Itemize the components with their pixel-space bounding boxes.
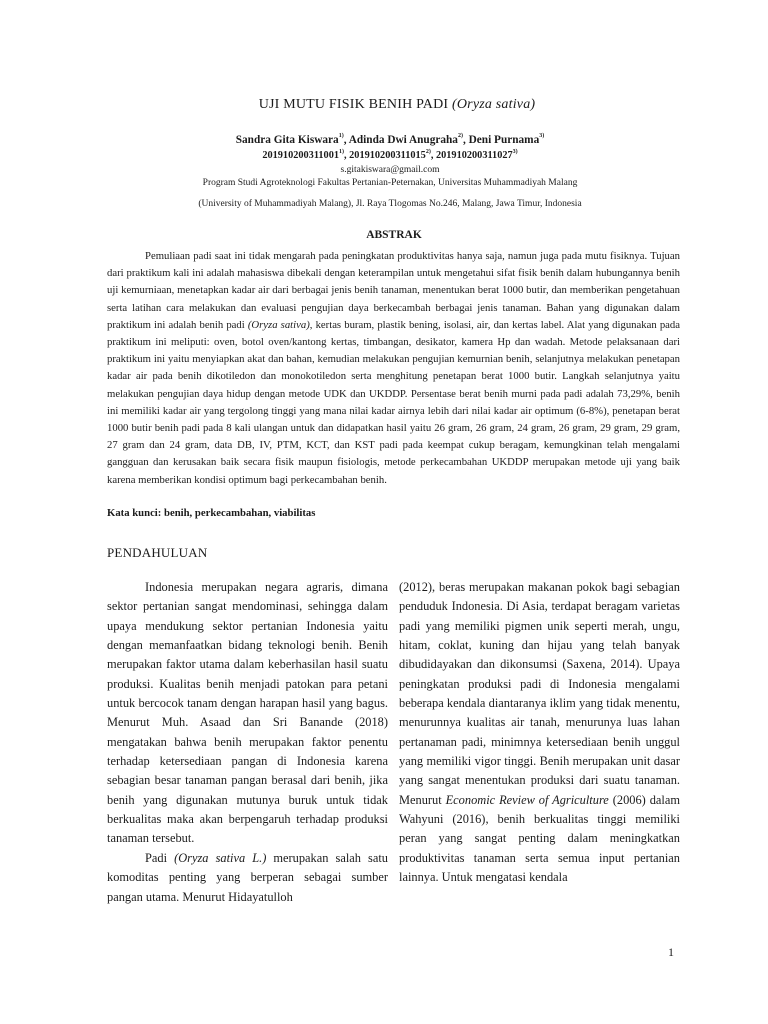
keywords: Kata kunci: benih, perkecambahan, viabilitas: [107, 507, 316, 519]
author-id-3: 201910200311027: [435, 150, 513, 161]
cited-publication-title: Economic Review of Agriculture: [445, 792, 609, 807]
page-number: 1: [668, 945, 674, 959]
author-id-2: 201910200311015: [349, 150, 426, 161]
abstract-text-part-2: , kertas buram, plastik bening, isolasi, air, dan kertas label. Alat yang digunakan pada praktikum ini meliputi: oven, botol oven/kantong kertas, timbangan, desikator, kamera Hp dan wadah. Metode pelaksanaan dari praktikum ini yaitu menyiapkan akat dan bahan, kemudian melakukan pengujian kemurnian benih, selanjutnya melakukan penetapan kadar air pada benih dikotiledon dan monokotiledon serta menghitung penetapan berat 1000 butir. Langkah selanjutnya yaitu melakukan pengujian daya hidup dengan metode UDK dan UKDDP. Persentase berat benih murni pada padi adalah 73,29%, benih ini memiliki kadar air yang tergolong tinggi yang mana nilai kadar airnya lebih dari nilai kadar air optimum (6-8%), penetapan berat 1000 butir benih padi pada 8 kali ulangan untuk dan didapatkan hasil yaitu 26 gram, 26 gram, 24 gram, 26 gram, 29 gram, 29 gram, 27 gram dan 24 gram, data DB, IV, PTM, KCT, dan KST padi pada keempat cukup beragam, kemungkinan telah mengalami gangguan dan kerusakan baik secara fisik maupun fisiologis, metode perkecambahan UKDDP merupakan metode uji yang baik karena memberikan kondisi optimum bagi perkecambahan benih.: [107, 318, 680, 486]
author-id-3-mark: 3): [512, 148, 518, 155]
paper-title: [0, 97, 768, 113]
author-3: Deni Purnama: [468, 134, 540, 146]
author-email: s.gitakiswara@gmail.com: [340, 165, 440, 175]
paragraph-1: Indonesia merupakan negara agraris, dimana sektor pertanian sangat mendominasi, sehingga dalam upaya mendukung sektor pertanian Indonesia yaitu dengan memanfaatkan bidang teknologi benih. Benih merupakan faktor utama dalam keberhasilan hasil suatu produksi. Kualitas benih menjadi patokan para petani untuk bercocok tanam dengan harapan hasil yang bagus. Menurut Muh. Asaad dan Sri Banande (2018) mengatakan bahwa benih merupakan faktor penentu terhadap ketersediaan pangan di Indonesia karena sebagian besar tanaman pangan berasal dari benih, jika benih yang digunakan mutunya buruk untuk tidak berkualitas maka akan berpengaruh terhadap produksi tanaman tersebut.: [107, 580, 388, 846]
paragraph-continued-part-2: (2006) dalam Wahyuni (2016), benih berkualitas tinggi memiliki peran yang sangat penting dalam meningkatkan produktivitas tanaman serta semua input pertanian lainnya. Untuk mengatasi kendala: [399, 792, 680, 885]
author-id-2-mark: 2): [425, 148, 431, 155]
abstract-scientific-name: (Oryza sativa): [247, 318, 310, 331]
paragraph-2-scientific-name: (Oryza sativa L.): [174, 850, 267, 865]
right-column: [399, 578, 680, 888]
study-program: Program Studi Agroteknologi Fakultas Pertanian-Peternakan, Universitas Muhammadiyah Malang: [202, 178, 578, 188]
paper-title-main: UJI MUTU FISIK BENIH PADI: [258, 97, 452, 112]
university-address: (University of Muhammadiyah Malang), Jl. Raya Tlogomas No.246, Malang, Jawa Timur, Indonesia: [198, 199, 582, 209]
author-2-affiliation-mark: 2): [457, 133, 463, 140]
paragraph-continued-part-1: (2012), beras merupakan makanan pokok bagi sebagian penduduk Indonesia. Di Asia, terdapat beragam varietas padi yang memiliki pigmen unik seperti merah, ungu, hitam, coklat, kuning dan hijau yang telah banyak dibudidayakan dan dikonsumsi (Saxena, 2014). Upaya peningkatan produksi padi di Indonesia mengalami beberapa kendala diantaranya iklim yang tidak menentu, menurunnya kualitas air tanah, menurunya luas lahan pertanaman padi, minimnya ketersediaan benih unggul yang memiliki vigor tinggi. Benih merupakan unit dasar yang sangat menentukan produksi dari suatu tanaman. Menurut: [399, 580, 680, 807]
author-2: Adinda Dwi Anugraha: [348, 134, 458, 146]
abstract-text-part-1: Pemuliaan padi saat ini tidak mengarah pada peningkatan produktivitas hanya saja, namun juga pada mutu fisiknya. Tujuan dari praktikum kali ini adalah mahasiswa dibekali dengan keterampilan untuk mengetahui sifat fisik benih dalam hubungannya benih uji kemurniaan, menetapkan kadar air dari berbagai jenis benih tanaman, menentukan berat 1000 butir, dan memberikan pengetahuan serta latihan cara melakukan dan evaluasi pengujian daya berkecambah berbagai jenis tanaman. Bahan yang digunakan dalam praktikum ini adalah benih padi: [107, 250, 680, 331]
paragraph-2-start: Padi: [145, 850, 175, 865]
paragraph-2-rest: merupakan salah satu komoditas penting yang berperan sebagai sumber pangan utama. Menurut Hidayatulloh: [107, 850, 388, 904]
author-ids: 201910200311001$^{1)}$, 201910200311015$^{2)}$, 201910200311027$^{3)}$: [262, 148, 518, 161]
paper-title-scientific-name: (Oryza sativa): [452, 97, 536, 112]
author-1-affiliation-mark: 1): [338, 133, 344, 140]
paragraph-2: [107, 849, 388, 907]
author-id-1-mark: 1): [339, 148, 344, 155]
left-column: [107, 578, 388, 907]
section-heading: PENDAHULUAN: [107, 545, 208, 560]
paragraph-continued: [399, 578, 680, 888]
author-names: Sandra Gita Kiswara$^{1)}$, Adinda Dwi Anugraha$^{2)}$, Deni Purnama$^{3)}$: [235, 133, 545, 146]
author-id-1: 201910200311001: [262, 150, 339, 161]
abstract-heading: ABSTRAK: [366, 229, 422, 241]
author-1: Sandra Gita Kiswara: [235, 134, 339, 146]
author-3-affiliation-mark: 3): [539, 133, 545, 140]
abstract-body: [107, 248, 680, 489]
